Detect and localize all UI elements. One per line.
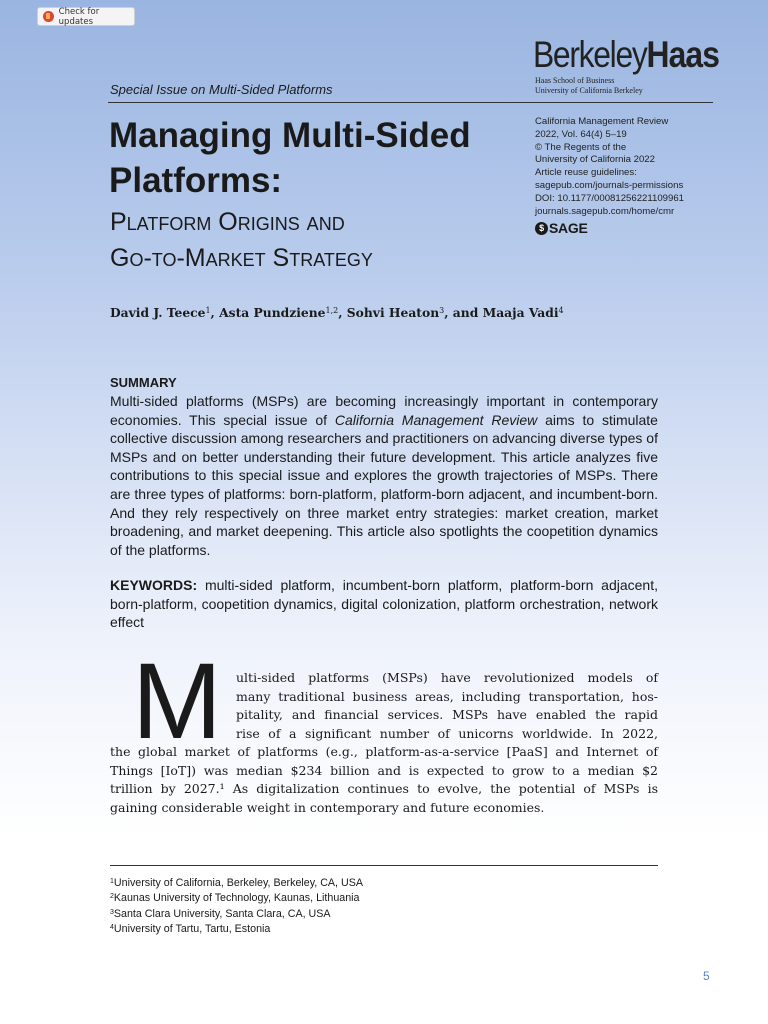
meta-reuse-link[interactable]: sagepub.com/journals-permissions — [535, 179, 684, 191]
meta-copyright-holder: University of California 2022 — [535, 154, 655, 166]
affiliation-mark: 3 — [110, 908, 114, 916]
affiliation-mark: 4 — [110, 924, 114, 932]
body-line: the global market of platforms (e.g., platform-as-a-service [PaaS] and Internet of — [110, 744, 658, 759]
logo-line-2: University of California Berkeley — [535, 86, 643, 95]
page-number: 5 — [703, 969, 710, 983]
meta-journal-link[interactable]: journals.sagepub.com/home/cmr — [535, 205, 675, 217]
affiliations — [110, 875, 658, 937]
author-separator: , and — [444, 305, 483, 320]
body-line: gaining considerable weight in contemporary and future economies. — [110, 800, 545, 815]
affiliation-item — [110, 906, 658, 921]
logo-name-bold: Haas — [646, 34, 720, 75]
affiliation-text: Santa Clara University, Santa Clara, CA, USA — [113, 907, 331, 920]
sage-logo — [535, 220, 587, 236]
journal-metadata — [535, 116, 725, 218]
article-subtitle — [110, 204, 530, 276]
author-name: Maaja Vadi — [482, 305, 559, 320]
sage-s-icon: $ — [535, 222, 548, 235]
affiliation-text: Kaunas University of Technology, Kaunas, Lithuania — [113, 892, 360, 905]
author-affiliation-mark: 1,2 — [325, 306, 339, 315]
author-separator: , — [210, 305, 220, 320]
keywords — [110, 576, 658, 632]
check-for-updates-label: Check for updates — [58, 6, 100, 27]
summary-text-part: Multi-sided platforms (MSPs) are becoming increasingly important in contemporary economies. This special issue of — [110, 393, 658, 428]
body-line: pitality, and financial services. MSPs have enabled the rapid — [236, 707, 658, 722]
affiliation-text: University of California, Berkeley, Berkeley, CA, USA — [113, 877, 363, 889]
author-affiliation-mark: 3 — [439, 306, 445, 315]
affiliation-item — [110, 875, 658, 890]
body-line: trillion by 2027.¹ As digitalization continues to evolve, the potential of MSPs is — [110, 781, 658, 796]
sage-label: SAGE — [549, 220, 588, 236]
summary-heading: SUMMARY — [110, 375, 177, 390]
footnote-divider — [110, 865, 658, 866]
author-affiliation-mark: 4 — [558, 306, 564, 315]
subtitle-line-1: Platform Origins and — [110, 208, 345, 236]
author-name: Sohvi Heaton — [346, 305, 440, 320]
summary-text — [110, 392, 658, 559]
meta-reuse-label: Article reuse guidelines: — [535, 167, 637, 179]
author-name: David J. Teece — [110, 305, 206, 320]
summary-journal-name: California Management Review — [334, 411, 538, 428]
body-line: rise of a significant number of unicorns worldwide. In 2022, — [236, 726, 658, 741]
author-affiliation-mark: 1 — [205, 306, 211, 315]
meta-copyright: © The Regents of the — [535, 141, 627, 153]
author-list — [110, 305, 670, 320]
subtitle-line-2: Go-to-Market Strategy — [110, 244, 373, 272]
author-separator: , — [338, 305, 347, 320]
meta-volume: 2022, Vol. 64(4) 5–19 — [535, 128, 627, 140]
meta-journal: California Management Review — [535, 116, 669, 127]
affiliation-mark: 2 — [110, 893, 114, 901]
issue-label: Special Issue on Multi-Sided Platforms — [110, 82, 333, 97]
logo-name-plain: Berkeley — [533, 34, 647, 75]
affiliation-text: University of Tartu, Tartu, Estonia — [113, 923, 271, 936]
body-line: Things [IoT]) was median $234 billion and is expected to grow to a median $2 — [110, 763, 658, 778]
meta-doi[interactable]: DOI: 10.1177/00081256221109961 — [535, 192, 685, 204]
article-title: Managing Multi-Sided Platforms: — [109, 116, 471, 200]
header-divider — [108, 102, 713, 103]
drop-cap: M — [132, 640, 222, 761]
keywords-heading: KEYWORDS: — [110, 577, 198, 593]
berkeley-haas-logo — [533, 36, 719, 73]
logo-line-1: Haas School of Business — [535, 76, 615, 85]
body-line: ulti-sided platforms (MSPs) have revolutionized models of — [236, 670, 658, 685]
summary-text-part: aims to stimulate collective discussion among researchers and practitioners on advancing diverse types of MSPs and on better understanding their future development. This article analyzes five contributions to this special issue and explores the growth trajectories of MSPs. There are three types of platforms: born-platform, platform-born adjacent, and incumbent-born. And they rely respectively on three market entry strategies: market creation, market broadening, and market deepening. This article also spotlights the coopetition dynamics of the platforms. — [110, 411, 658, 558]
affiliation-item — [110, 890, 658, 905]
affiliation-mark: 1 — [110, 878, 114, 885]
check-for-updates-button[interactable] — [37, 7, 135, 26]
body-line: many traditional business areas, including transportation, hos- — [236, 689, 658, 704]
crossmark-icon — [43, 11, 54, 22]
logo-subtitle — [535, 76, 643, 96]
keywords-list: multi-sided platform, incumbent-born platform, platform-born adjacent, born-platform, coopetition dynamics, digital colonization, platform orchestration, network effect — [110, 577, 658, 631]
affiliation-item — [110, 921, 658, 936]
author-name: Asta Pundziene — [219, 305, 326, 320]
